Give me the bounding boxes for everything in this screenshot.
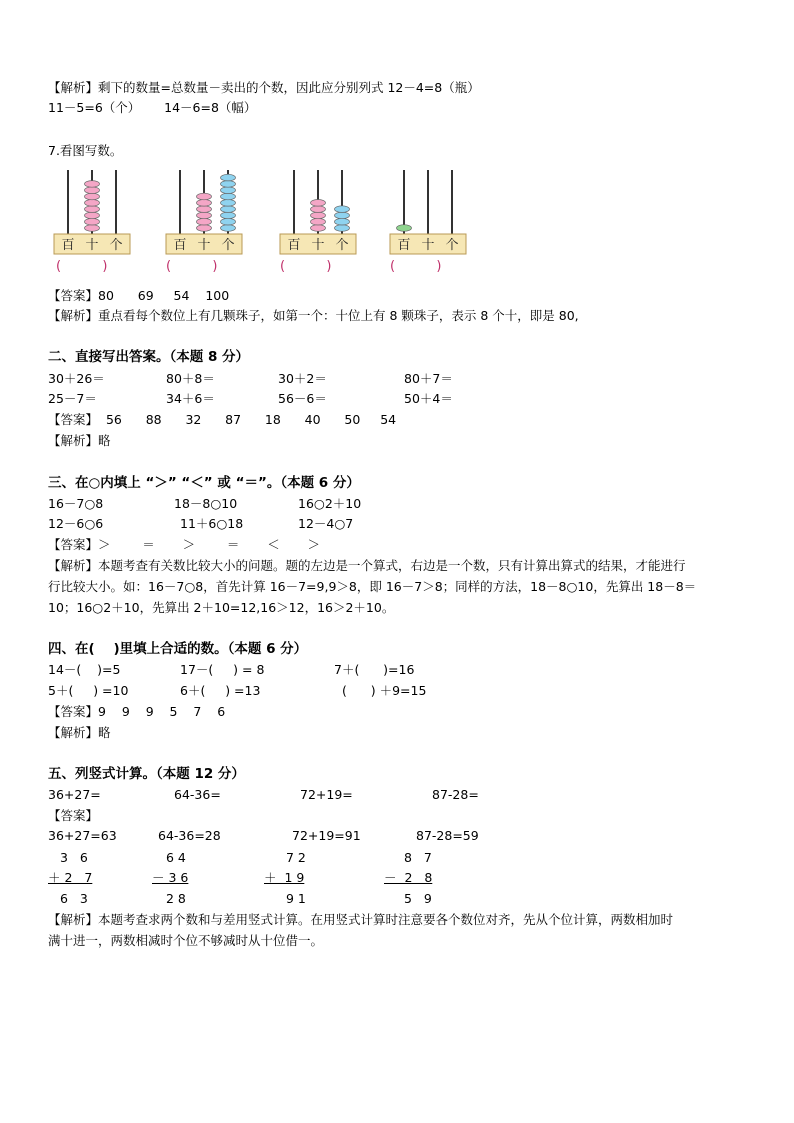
abacus-3-svg [278, 160, 358, 260]
s4-r1-c1: 14－( )=5 [48, 662, 121, 677]
abacus-bead [197, 193, 212, 200]
abacus-4-paren: ( ) [390, 259, 442, 274]
q7-analysis: 【解析】重点看每个数位上有几颗珠子，如第一个：十位上有 8 颗珠子，表示 8 个十，即是 80, [48, 308, 579, 323]
abacus-bead [335, 225, 350, 232]
s4-r1-c3: 7＋( )=16 [334, 662, 415, 677]
place-label: 百 [397, 238, 411, 253]
abacus-bead [221, 218, 236, 225]
s5-analysis-1: 【解析】本题考查求两个数和与差用竖式计算。在用竖式计算时注意要各个数位对齐，先从个位计算，两数相加时 [48, 912, 674, 927]
abacus-bead [85, 193, 100, 200]
abacus-bead [335, 206, 350, 213]
s4-r2-c2: 6＋( ) =13 [180, 683, 261, 698]
s3-answer: 【答案】＞ ＝ ＞ ＝ ＜ ＞ [48, 537, 321, 552]
abacus-2-paren: ( ) [166, 259, 218, 274]
s5-result-4: 87-28=59 [416, 828, 479, 843]
s2-r1-c1: 30＋26＝ [48, 371, 105, 386]
s4-r2-c1: 5＋( ) =10 [48, 683, 129, 698]
abacus-bead [197, 200, 212, 207]
s3-r1-c2: 18－8○10 [174, 496, 238, 511]
s2-r1-c2: 80＋8＝ [166, 371, 215, 386]
abacus-bead [197, 212, 212, 219]
abacus-bead [311, 225, 326, 232]
s5-answer-label: 【答案】 [48, 808, 99, 823]
place-label: 十 [197, 238, 211, 253]
s3-r2-c2: 11＋6○18 [180, 516, 244, 531]
vert-1-op: ＋ 2 7 [48, 870, 93, 885]
s3-r1-c3: 16○2＋10 [298, 496, 362, 511]
s2-r2-c4: 50＋4＝ [404, 391, 453, 406]
s5-result-2: 64-36=28 [158, 828, 221, 843]
abacus-bead [311, 212, 326, 219]
abacus-bead [311, 200, 326, 207]
s2-title: 二、直接写出答案。（本题 8 分） [48, 349, 250, 365]
vert-3-op: ＋ 1 9 [264, 870, 305, 885]
abacus-bead [85, 206, 100, 213]
q7-title: 7.看图写数。 [48, 143, 123, 158]
abacus-bead [311, 206, 326, 213]
s5-analysis-2: 满十进一，两数相减时个位不够减时从十位借一。 [48, 933, 324, 948]
place-label: 十 [311, 238, 325, 253]
place-label: 十 [85, 238, 99, 253]
s2-r1-c3: 30＋2＝ [278, 371, 327, 386]
abacus-2-svg [164, 160, 244, 260]
vert-3-res: 9 1 [286, 891, 306, 906]
place-label: 百 [61, 238, 75, 253]
q7-answer: 【答案】80 69 54 100 [48, 288, 230, 303]
vert-4-top: 8 7 [404, 850, 432, 865]
s5-result-1: 36+27=63 [48, 828, 117, 843]
vert-4-res: 5 9 [404, 891, 432, 906]
vert-3-top: 7 2 [286, 850, 306, 865]
place-label: 个 [221, 238, 235, 253]
s3-title: 三、在○内填上 “＞” “＜” 或 “＝”。（本题 6 分） [48, 475, 360, 491]
top-analysis-line1: 【解析】剩下的数量=总数量－卖出的个数，因此应分别列式 12－4=8（瓶） [48, 80, 480, 95]
s3-analysis-2: 行比较大小。如：16－7○8，首先计算 16－7=9,9＞8，即 16－7＞8；同样的方法，18－8○10，先算出 18－8＝ [48, 579, 697, 594]
abacus-bead [197, 225, 212, 232]
s5-title: 五、列竖式计算。（本题 12 分） [48, 766, 245, 782]
place-label: 个 [335, 238, 349, 253]
place-label: 个 [445, 238, 459, 253]
abacus-bead [221, 193, 236, 200]
s4-r2-c3: ( ) ＋9=15 [342, 683, 427, 698]
vert-1-res: 6 3 [60, 891, 88, 906]
abacus-bead [85, 212, 100, 219]
abacus-bead [197, 206, 212, 213]
abacus-bead [335, 212, 350, 219]
abacus-bead [85, 187, 100, 194]
s2-r2-c1: 25－7＝ [48, 391, 97, 406]
s2-r1-c4: 80＋7＝ [404, 371, 453, 386]
s5-problem-2: 64-36= [174, 787, 221, 802]
abacus-bead [311, 218, 326, 225]
abacus-bead [85, 181, 100, 188]
s4-analysis: 【解析】略 [48, 725, 111, 740]
s3-analysis-3: 10；16○2＋10，先算出 2＋10=12,16＞12，16＞2＋10。 [48, 600, 395, 615]
abacus-bead [85, 218, 100, 225]
abacus-bead [85, 225, 100, 232]
place-label: 十 [421, 238, 435, 253]
abacus-1 [52, 160, 132, 270]
vert-2-op: － 3 6 [152, 870, 189, 885]
s4-r1-c2: 17－( ) = 8 [180, 662, 265, 677]
abacus-bead [397, 225, 412, 232]
abacus-4 [388, 160, 468, 270]
abacus-bead [221, 200, 236, 207]
vert-2-res: 2 8 [166, 891, 186, 906]
place-label: 个 [109, 238, 123, 253]
place-label: 百 [173, 238, 187, 253]
s2-analysis: 【解析】略 [48, 433, 111, 448]
abacus-bead [85, 200, 100, 207]
s3-r1-c1: 16－7○8 [48, 496, 104, 511]
abacus-bead [221, 212, 236, 219]
s3-r2-c1: 12－6○6 [48, 516, 104, 531]
abacus-bead [221, 187, 236, 194]
s5-problem-1: 36+27= [48, 787, 101, 802]
vert-2-top: 6 4 [166, 850, 186, 865]
s5-problem-4: 87-28= [432, 787, 479, 802]
s5-problem-3: 72+19= [300, 787, 353, 802]
abacus-1-paren: ( ) [56, 259, 108, 274]
abacus-1-svg [52, 160, 132, 260]
vert-4-op: － 2 8 [384, 870, 433, 885]
abacus-3-paren: ( ) [280, 259, 332, 274]
s3-analysis-1: 【解析】本题考查有关数比较大小的问题。题的左边是一个算式，右边是一个数，只有计算出算式的结果，才能进行 [48, 558, 686, 573]
s4-answer: 【答案】9 9 9 5 7 6 [48, 704, 226, 719]
s2-r2-c3: 56－6＝ [278, 391, 327, 406]
s2-r2-c2: 34＋6＝ [166, 391, 215, 406]
abacus-3 [278, 160, 358, 270]
abacus-4-svg [388, 160, 468, 260]
vert-1-top: 3 6 [60, 850, 88, 865]
s5-result-3: 72+19=91 [292, 828, 361, 843]
place-label: 百 [287, 238, 301, 253]
s4-title: 四、在( )里填上合适的数。（本题 6 分） [48, 641, 308, 657]
abacus-bead [221, 225, 236, 232]
abacus-bead [221, 206, 236, 213]
s2-answer: 【答案】 56 88 32 87 18 40 50 54 [48, 412, 397, 427]
abacus-bead [221, 174, 236, 181]
abacus-bead [197, 218, 212, 225]
abacus-bead [221, 181, 236, 188]
s3-r2-c3: 12－4○7 [298, 516, 354, 531]
abacus-2 [164, 160, 244, 270]
abacus-bead [335, 218, 350, 225]
top-analysis-line2: 11－5=6（个） 14－6=8（幅） [48, 100, 257, 115]
